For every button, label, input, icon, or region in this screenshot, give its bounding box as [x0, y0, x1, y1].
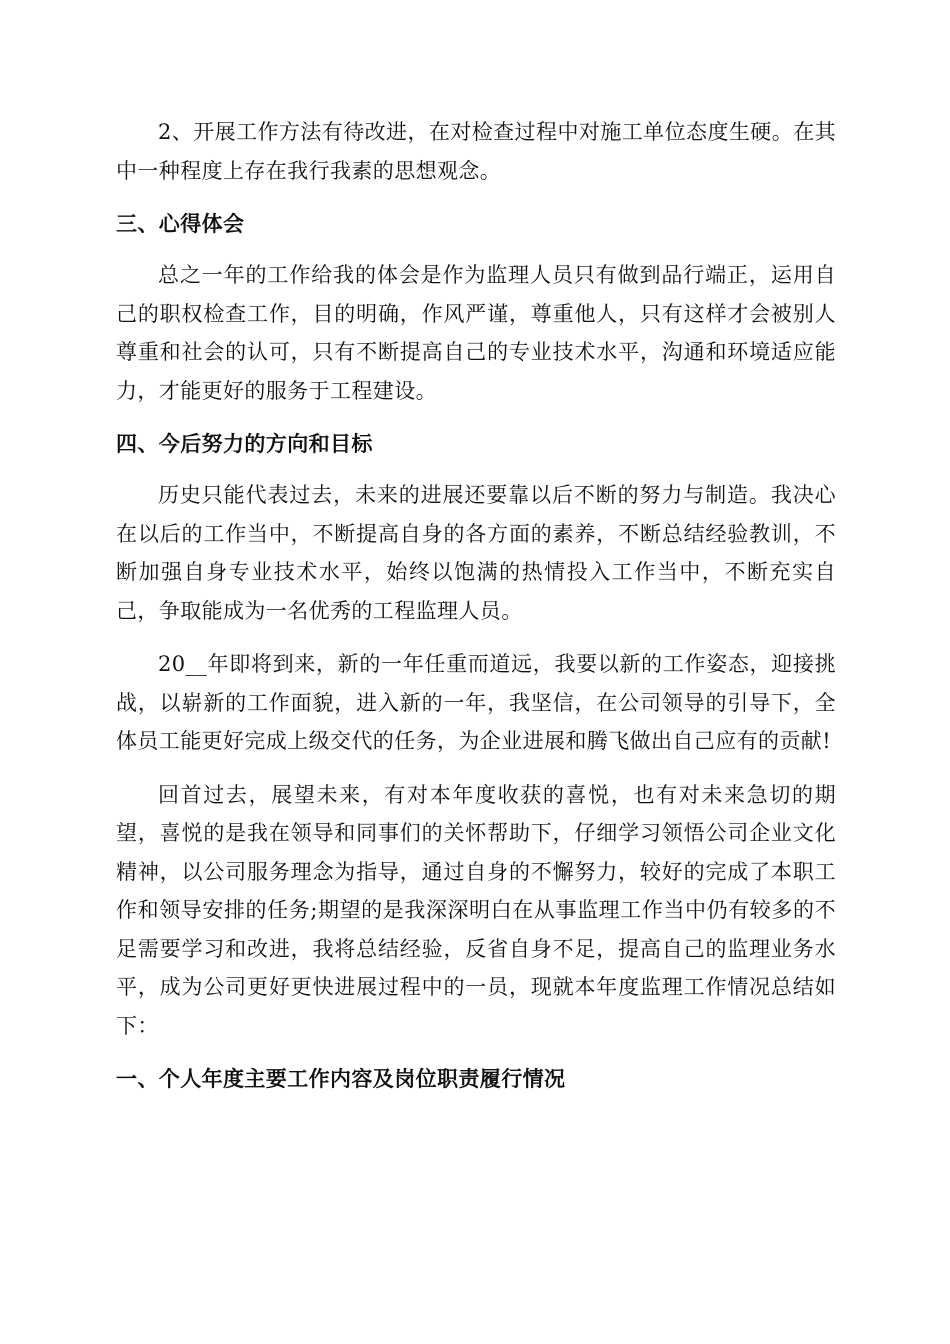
document-page — [116, 113, 836, 1098]
paragraph-experience: 总之一年的工作给我的体会是作为监理人员只有做到品行端正，运用自己的职权检查工作，目的明确，作风严谨，尊重他人，只有这样才会被别人尊重和社会的认可，只有不断提高自己的专业技术水平，沟通和环境适应能力，才能更好的服务于工程建设。 — [116, 263, 836, 403]
heading-future-goals: 四、今后努力的方向和目标 — [116, 432, 373, 456]
paragraph-future-goals: 历史只能代表过去，未来的进展还要靠以后不断的努力与制造。我决心在以后的工作当中，不断提高自身的各方面的素养，不断总结经验教训，不断加强自身专业技术水平，始终以饱满的热情投入工作当中，不断充实自己，争取能成为一名优秀的工程监理人员。 — [116, 483, 836, 623]
paragraph-new-year: 20__年即将到来，新的一年任重而道远，我要以新的工作姿态，迎接挑战，以崭新的工作面貌，进入新的一年，我坚信，在公司领导的引导下，全体员工能更好完成上级交代的任务，为企业进展和腾飞做出自己应有的贡献! — [116, 652, 836, 753]
heading-annual-work: 一、个人年度主要工作内容及岗位职责履行情况 — [116, 1067, 566, 1091]
paragraph-review: 回首过去，展望未来，有对本年度收获的喜悦，也有对未来急切的期望，喜悦的是我在领导和同事们的关怀帮助下，仔细学习领悟公司企业文化精神，以公司服务理念为指导，通过自身的不懈努力，较好的完成了本职工作和领导安排的任务;期望的是我深深明白在从事监理工作当中仍有较多的不足需要学习和改进，我将总结经验，反省自身不足，提高自己的监理业务水平，成为公司更好更快进展过程中的一员，现就本年度监理工作情况总结如下： — [116, 782, 836, 1038]
heading-experience: 三、心得体会 — [116, 212, 245, 236]
paragraph-work-method: 2、开展工作方法有待改进，在对检查过程中对施工单位态度生硬。在其中一种程度上存在我行我素的思想观念。 — [116, 120, 836, 183]
